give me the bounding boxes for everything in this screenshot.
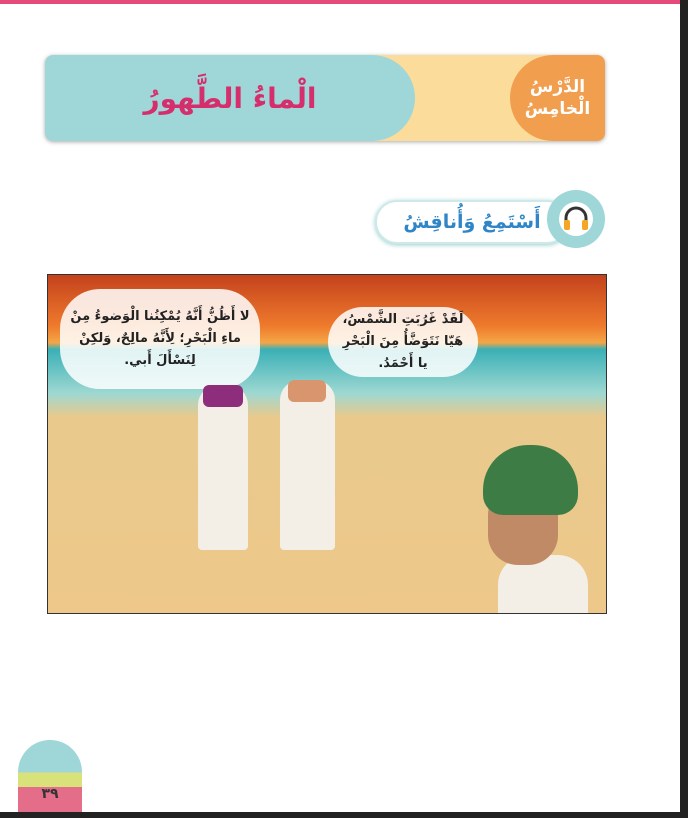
father	[478, 445, 588, 614]
lesson-banner	[45, 55, 605, 141]
lesson-label-line1: الدَّرْسُ	[529, 77, 586, 97]
section-title: أَسْتَمِعُ وَأُناقِشُ	[375, 200, 569, 244]
page-number: ٣٩	[41, 786, 59, 802]
speech-bubble-right: لَقَدْ غَرُبَتِ الشَّمْسُ، هَيّا نَتَوَضَّأُ مِنَ الْبَحْرِ يا أَحْمَدُ.	[328, 307, 478, 377]
boy-left	[198, 385, 248, 550]
page-edge	[680, 0, 688, 818]
lesson-title: الْماءُ الطَّهورُ	[143, 81, 317, 115]
section-header	[375, 196, 605, 244]
boy-ahmed	[280, 380, 335, 550]
speech-bubble-left: لا أَظُنُّ أَنَّهُ يُمْكِنُنا الْوَضوءُ مِنْ ماءِ الْبَحْرِ؛ لِأَنَّهُ مالِحٌ، وَلكِنْ لِنَسْأَلَ أَبي.	[60, 289, 260, 389]
top-border	[0, 0, 680, 4]
lesson-label-line2: الْخامِسُ	[524, 99, 591, 119]
lesson-number-box	[510, 55, 605, 141]
page-edge-bottom	[0, 812, 688, 818]
headphones-icon[interactable]	[547, 190, 605, 248]
lesson-title-box	[45, 55, 415, 141]
beach-illustration	[47, 274, 607, 614]
